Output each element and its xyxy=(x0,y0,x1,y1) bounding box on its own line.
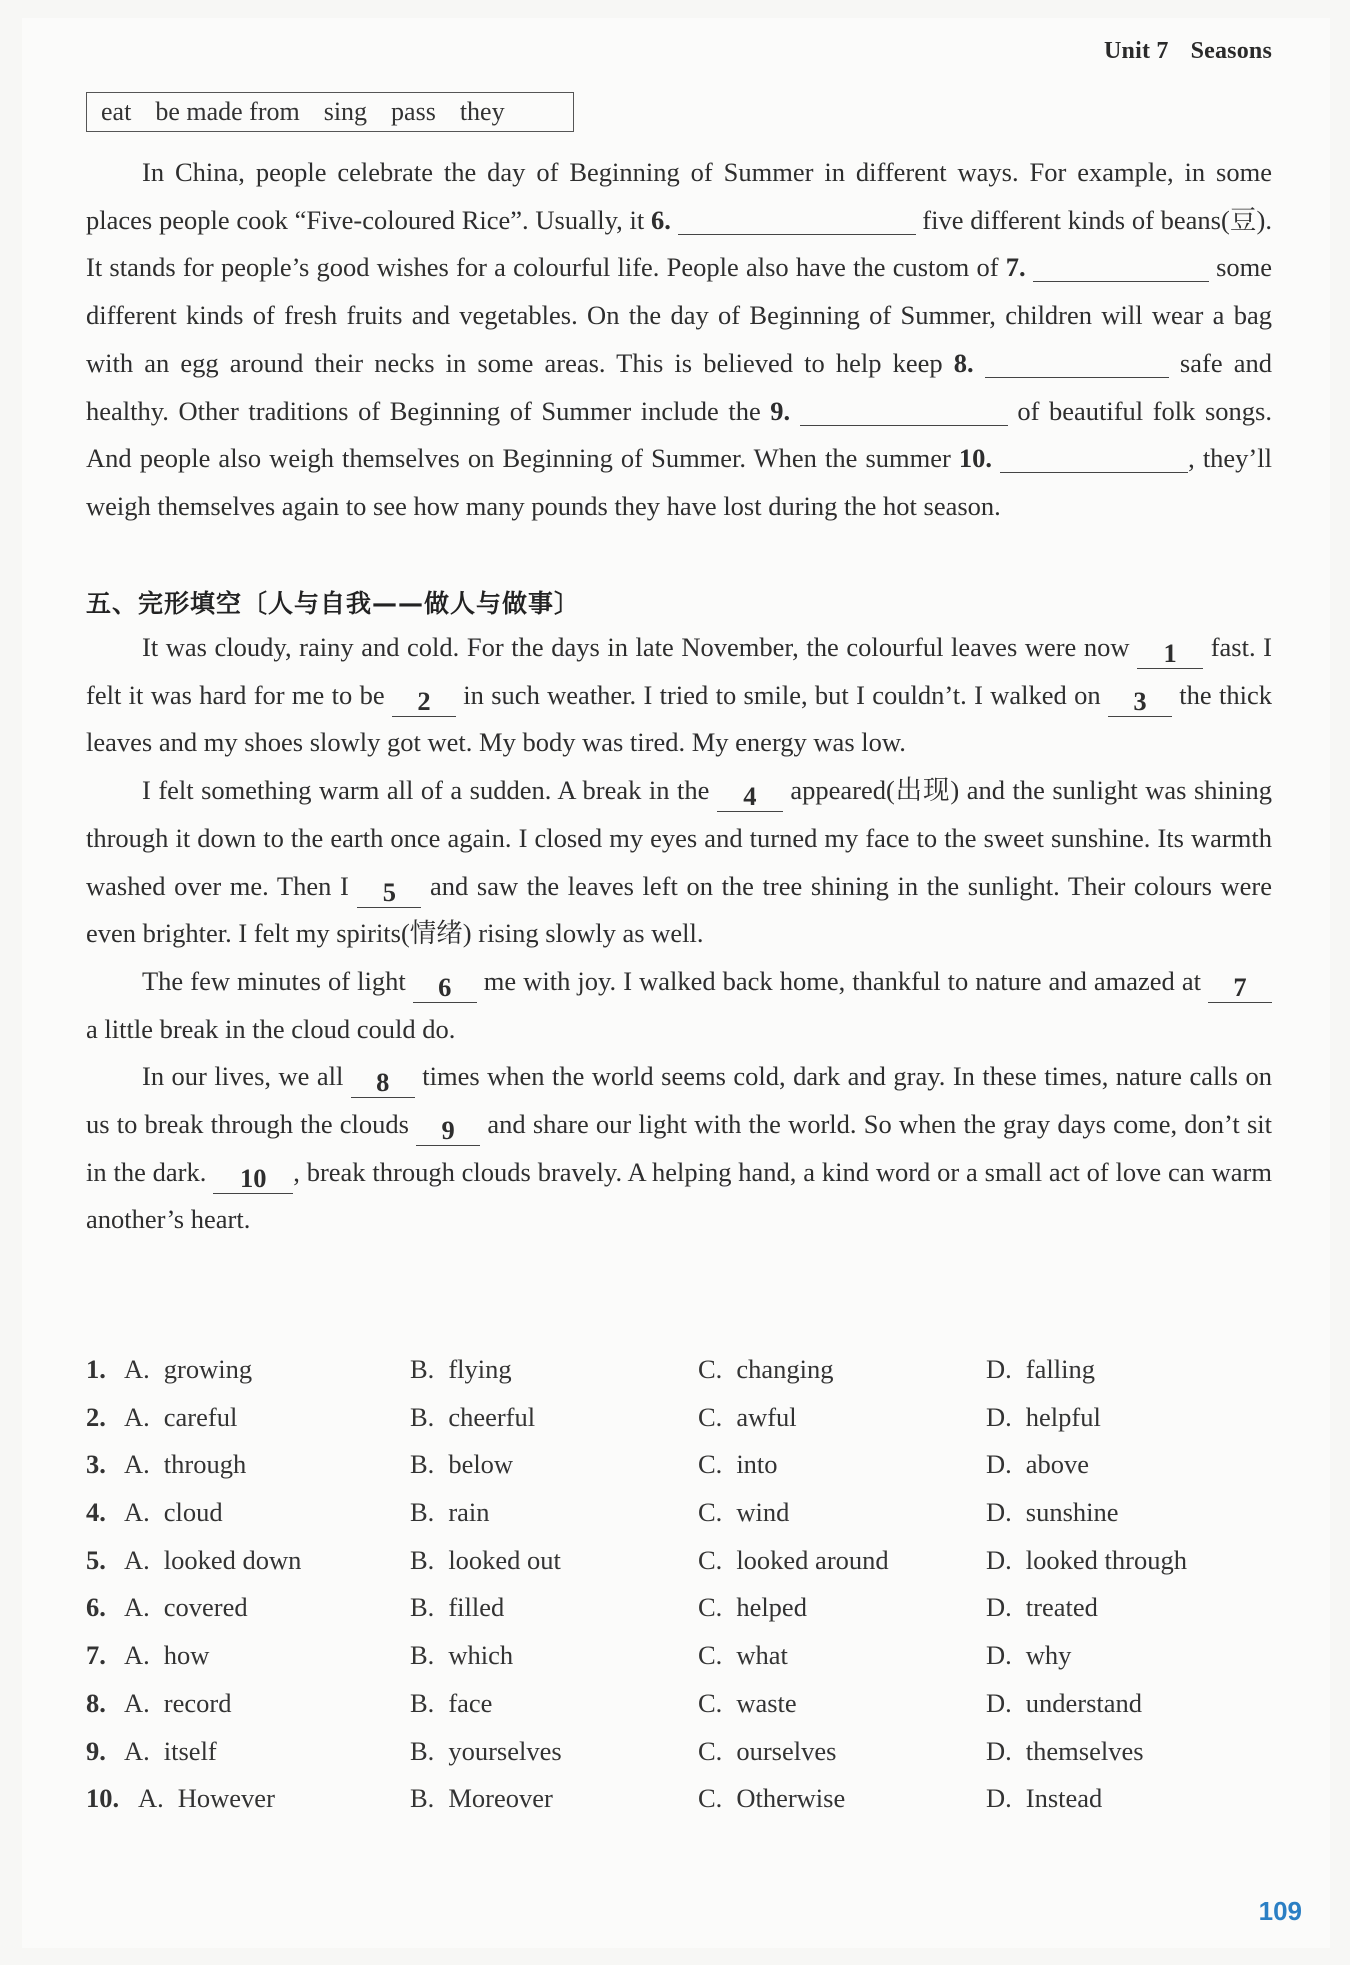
option-row xyxy=(86,1584,1272,1632)
option-letter: D. xyxy=(986,1354,1012,1384)
summer-passage xyxy=(86,149,1272,531)
option-text: understand xyxy=(1025,1687,1143,1718)
option-row xyxy=(86,1394,1272,1442)
option-letter: D. xyxy=(986,1592,1012,1623)
option-row xyxy=(86,1346,1272,1394)
option-choice-a[interactable] xyxy=(124,1632,209,1680)
option-choice-b[interactable] xyxy=(410,1584,504,1632)
option-choice-a[interactable] xyxy=(124,1489,223,1537)
question-number: 7. xyxy=(1005,252,1026,283)
option-text: growing xyxy=(163,1354,253,1384)
option-choice-a[interactable] xyxy=(124,1537,301,1585)
option-question-number: 10. xyxy=(86,1783,120,1814)
option-choice-a[interactable] xyxy=(124,1394,237,1442)
option-text: However xyxy=(177,1783,275,1814)
passage-text: of beautiful folk songs. And people also weigh themselves on Beginning of Summer. When the summer xyxy=(86,395,1272,474)
option-letter: C. xyxy=(698,1401,723,1432)
cloze-text: I felt something warm all of a sudden. A break in the xyxy=(142,775,717,806)
question-number: 10. xyxy=(958,443,993,474)
option-text: careful xyxy=(163,1401,238,1432)
option-text: yourselves xyxy=(448,1735,562,1766)
option-choice-d[interactable] xyxy=(986,1441,1089,1489)
option-choice-c[interactable] xyxy=(698,1632,788,1680)
option-text: changing xyxy=(736,1354,834,1384)
cloze-text: appeared(出现) and the sunlight was shining through it down to the earth once again. I closed my eyes and turned my face to the sweet sunshine. Its warmth washed over me. Then I xyxy=(86,775,1272,901)
option-text: themselves xyxy=(1025,1735,1144,1766)
option-text: waste xyxy=(736,1687,797,1718)
option-text: filled xyxy=(448,1592,505,1623)
option-choice-b[interactable] xyxy=(410,1632,513,1680)
option-choice-d[interactable] xyxy=(986,1775,1102,1823)
option-text: falling xyxy=(1025,1354,1095,1384)
passage-text: In China, people celebrate the day of Beginning of Summer in different ways. For example, in some places people cook “Five-coloured Rice”. Usually, it xyxy=(86,157,1272,235)
option-letter: B. xyxy=(410,1640,435,1671)
option-text: how xyxy=(163,1640,210,1671)
option-choice-c[interactable] xyxy=(698,1775,845,1823)
option-text: helpful xyxy=(1025,1401,1101,1432)
option-letter: C. xyxy=(698,1640,723,1671)
cloze-text: the thick leaves and my shoes slowly got wet. My body was tired. My energy was low. xyxy=(86,679,1272,758)
cloze-blank-4[interactable]: 4 xyxy=(717,781,783,812)
option-letter: C. xyxy=(698,1687,723,1718)
option-text: looked out xyxy=(448,1544,561,1575)
option-choice-c[interactable] xyxy=(698,1489,789,1537)
question-number: 6. xyxy=(650,204,671,235)
option-choice-a[interactable] xyxy=(124,1680,231,1728)
option-choice-d[interactable] xyxy=(986,1680,1142,1728)
option-text: rain xyxy=(448,1497,490,1528)
option-question-number: 7. xyxy=(86,1640,106,1671)
option-choice-d[interactable] xyxy=(986,1728,1144,1776)
option-choice-b[interactable] xyxy=(410,1346,512,1394)
option-choice-a[interactable] xyxy=(124,1346,252,1394)
cloze-blank-10[interactable]: 10 xyxy=(213,1163,293,1194)
option-letter: A. xyxy=(138,1783,164,1814)
option-letter: A. xyxy=(124,1687,150,1718)
option-choice-d[interactable] xyxy=(986,1632,1071,1680)
option-letter: D. xyxy=(986,1735,1012,1766)
cloze-blank-1[interactable]: 1 xyxy=(1137,638,1203,669)
option-letter: C. xyxy=(698,1783,723,1814)
option-text: Instead xyxy=(1025,1783,1103,1814)
option-row xyxy=(86,1489,1272,1537)
cloze-blank-5[interactable]: 5 xyxy=(357,877,421,908)
option-text: wind xyxy=(736,1497,790,1528)
cloze-blank-6[interactable]: 6 xyxy=(413,972,477,1003)
option-choice-b[interactable] xyxy=(410,1394,535,1442)
option-letter: B. xyxy=(410,1592,435,1623)
option-question-number: 2. xyxy=(86,1401,106,1432)
option-letter: A. xyxy=(124,1735,150,1766)
option-letter: A. xyxy=(124,1401,150,1432)
option-text: which xyxy=(448,1640,514,1671)
option-row xyxy=(86,1775,1272,1823)
option-text: face xyxy=(448,1687,493,1718)
cloze-text: In our lives, we all xyxy=(142,1061,351,1092)
option-choice-b[interactable] xyxy=(410,1441,513,1489)
option-text: cheerful xyxy=(448,1401,536,1432)
option-letter: D. xyxy=(986,1544,1012,1575)
cloze-blank-3[interactable]: 3 xyxy=(1108,686,1172,717)
cloze-text: and saw the leaves left on the tree shining in the sunlight. Their colours were even brighter. I felt my spirits(情绪) rising slowly as well. xyxy=(86,870,1272,949)
word-bank-item: sing xyxy=(323,97,368,126)
option-question-number: 8. xyxy=(86,1687,106,1718)
option-choice-c[interactable] xyxy=(698,1441,778,1489)
cloze-paragraph xyxy=(86,767,1272,958)
option-question-number: 9. xyxy=(86,1735,106,1766)
answer-blank-8[interactable] xyxy=(985,347,1169,378)
unit-label: Unit 7 xyxy=(1104,38,1169,64)
option-row xyxy=(86,1632,1272,1680)
option-letter: C. xyxy=(698,1544,723,1575)
passage-text: five different kinds of beans(豆). It stands for people’s good wishes for a colourful life. People also have the custom of xyxy=(86,204,1272,283)
option-choice-a[interactable] xyxy=(124,1441,246,1489)
passage-text: safe and healthy. Other traditions of Beginning of Summer include the xyxy=(86,347,1272,426)
cloze-text: a little break in the cloud could do. xyxy=(86,1013,456,1044)
option-letter: A. xyxy=(124,1354,150,1384)
option-choice-c[interactable] xyxy=(698,1584,807,1632)
option-text: looked around xyxy=(736,1544,889,1575)
answer-blank-6[interactable] xyxy=(678,204,916,235)
cloze-paragraph xyxy=(86,958,1272,1053)
option-letter: B. xyxy=(410,1497,435,1528)
passage-text: some different kinds of fresh fruits and vegetables. On the day of Beginning of Summer, children will wear a bag with an egg around their necks in some areas. This is believed to help keep xyxy=(86,252,1273,378)
question-number: 8. xyxy=(953,347,974,378)
option-text: flying xyxy=(448,1354,512,1384)
option-letter: B. xyxy=(410,1401,435,1432)
option-letter: C. xyxy=(698,1592,723,1623)
option-letter: B. xyxy=(410,1544,435,1575)
cloze-blank-9[interactable]: 9 xyxy=(416,1115,480,1146)
option-choice-c[interactable] xyxy=(698,1537,889,1585)
option-choice-b[interactable] xyxy=(410,1489,490,1537)
cloze-text: me with joy. I walked back home, thankful to nature and amazed at xyxy=(476,965,1208,996)
option-letter: C. xyxy=(698,1497,723,1528)
option-letter: D. xyxy=(986,1449,1012,1480)
cloze-text: , break through clouds bravely. A helping hand, a kind word or a small act of love can warm another’s heart. xyxy=(86,1156,1272,1235)
option-choice-c[interactable] xyxy=(698,1680,797,1728)
answer-options xyxy=(86,1346,1272,1823)
option-choice-c[interactable] xyxy=(698,1394,797,1442)
option-letter: C. xyxy=(698,1354,723,1384)
option-text: sunshine xyxy=(1025,1497,1119,1528)
question-number: 9. xyxy=(770,395,791,426)
cloze-blank-7[interactable]: 7 xyxy=(1208,972,1272,1003)
option-text: Otherwise xyxy=(736,1783,846,1814)
option-choice-b[interactable] xyxy=(410,1680,492,1728)
option-row xyxy=(86,1680,1272,1728)
option-text: below xyxy=(448,1449,514,1480)
cloze-text: The few minutes of light xyxy=(142,965,413,996)
option-question-number: 4. xyxy=(86,1497,106,1528)
option-letter: A. xyxy=(124,1640,150,1671)
option-letter: B. xyxy=(410,1354,435,1384)
option-question-number: 6. xyxy=(86,1592,106,1623)
option-choice-d[interactable] xyxy=(986,1346,1095,1394)
option-choice-c[interactable] xyxy=(698,1346,833,1394)
option-text: helped xyxy=(736,1592,807,1623)
cloze-text: fast. I felt it was hard for me to be xyxy=(86,632,1272,710)
option-letter: B. xyxy=(410,1783,435,1814)
option-text: ourselves xyxy=(736,1735,837,1766)
page-number: 109 xyxy=(1258,1896,1302,1926)
option-letter: C. xyxy=(698,1735,723,1766)
unit-title: Seasons xyxy=(1190,38,1272,64)
option-choice-a[interactable] xyxy=(138,1775,275,1823)
option-choice-a[interactable] xyxy=(124,1728,217,1776)
option-question-number: 1. xyxy=(86,1354,106,1384)
answer-blank-7[interactable] xyxy=(1033,251,1209,282)
cloze-paragraph xyxy=(86,624,1272,767)
cloze-text: It was cloudy, rainy and cold. For the days in late November, the colourful leaves were now xyxy=(142,632,1138,662)
option-text: Moreover xyxy=(448,1783,553,1814)
section-heading: 五、完形填空〔人与自我——做人与做事〕 xyxy=(86,589,581,618)
option-row xyxy=(86,1441,1272,1489)
option-row xyxy=(86,1537,1272,1585)
cloze-text: in such weather. I tried to smile, but I couldn’t. I walked on xyxy=(455,679,1108,710)
option-choice-c[interactable] xyxy=(698,1728,836,1776)
option-choice-a[interactable] xyxy=(124,1584,248,1632)
option-choice-d[interactable] xyxy=(986,1537,1187,1585)
cloze-blank-2[interactable]: 2 xyxy=(392,686,456,717)
option-letter: D. xyxy=(986,1401,1012,1432)
word-bank-item: be made from xyxy=(155,97,300,126)
cloze-paragraph xyxy=(86,1053,1272,1244)
word-bank-item: they xyxy=(459,97,505,126)
option-choice-d[interactable] xyxy=(986,1394,1101,1442)
option-choice-d[interactable] xyxy=(986,1584,1098,1632)
option-letter: A. xyxy=(124,1544,150,1575)
option-letter: B. xyxy=(410,1449,435,1480)
option-choice-d[interactable] xyxy=(986,1489,1119,1537)
option-letter: D. xyxy=(986,1640,1012,1671)
running-header xyxy=(1104,38,1272,65)
option-letter: A. xyxy=(124,1497,150,1528)
option-text: awful xyxy=(736,1401,797,1432)
cloze-text: times when the world seems cold, dark and gray. In these times, nature calls on us to break through the clouds xyxy=(86,1061,1272,1140)
option-letter: B. xyxy=(410,1687,435,1718)
option-letter: D. xyxy=(986,1687,1012,1718)
option-text: what xyxy=(736,1640,788,1671)
option-letter: B. xyxy=(410,1735,435,1766)
option-choice-b[interactable] xyxy=(410,1775,553,1823)
option-text: treated xyxy=(1025,1592,1098,1623)
option-text: looked down xyxy=(163,1544,302,1575)
passage-paragraph xyxy=(86,149,1272,531)
option-choice-b[interactable] xyxy=(410,1537,561,1585)
word-bank-box xyxy=(86,92,574,132)
option-letter: C. xyxy=(698,1449,723,1480)
option-letter: A. xyxy=(124,1449,150,1480)
option-text: above xyxy=(1025,1449,1090,1480)
option-choice-b[interactable] xyxy=(410,1728,562,1776)
option-text: record xyxy=(163,1687,232,1718)
option-text: into xyxy=(736,1449,778,1480)
option-question-number: 5. xyxy=(86,1544,106,1575)
cloze-passage xyxy=(86,624,1272,1244)
option-row xyxy=(86,1728,1272,1776)
option-text: through xyxy=(163,1449,247,1480)
option-text: covered xyxy=(163,1592,248,1623)
answer-blank-10[interactable] xyxy=(1000,442,1188,473)
option-letter: A. xyxy=(124,1592,150,1623)
option-text: why xyxy=(1025,1640,1072,1671)
option-text: cloud xyxy=(163,1497,223,1528)
option-text: itself xyxy=(163,1735,217,1766)
word-bank-item: eat xyxy=(101,97,132,126)
option-question-number: 3. xyxy=(86,1449,106,1480)
word-bank-item: pass xyxy=(391,97,436,126)
option-letter: D. xyxy=(986,1497,1012,1528)
cloze-blank-8[interactable]: 8 xyxy=(351,1067,415,1098)
answer-blank-9[interactable] xyxy=(800,395,1008,426)
passage-text: , they’ll weigh themselves again to see how many pounds they have lost during the hot season. xyxy=(86,443,1272,521)
cloze-text: and share our light with the world. So when the gray days come, don’t sit in the dark. xyxy=(86,1109,1272,1187)
option-text: looked through xyxy=(1025,1544,1187,1575)
option-letter: D. xyxy=(986,1783,1012,1814)
